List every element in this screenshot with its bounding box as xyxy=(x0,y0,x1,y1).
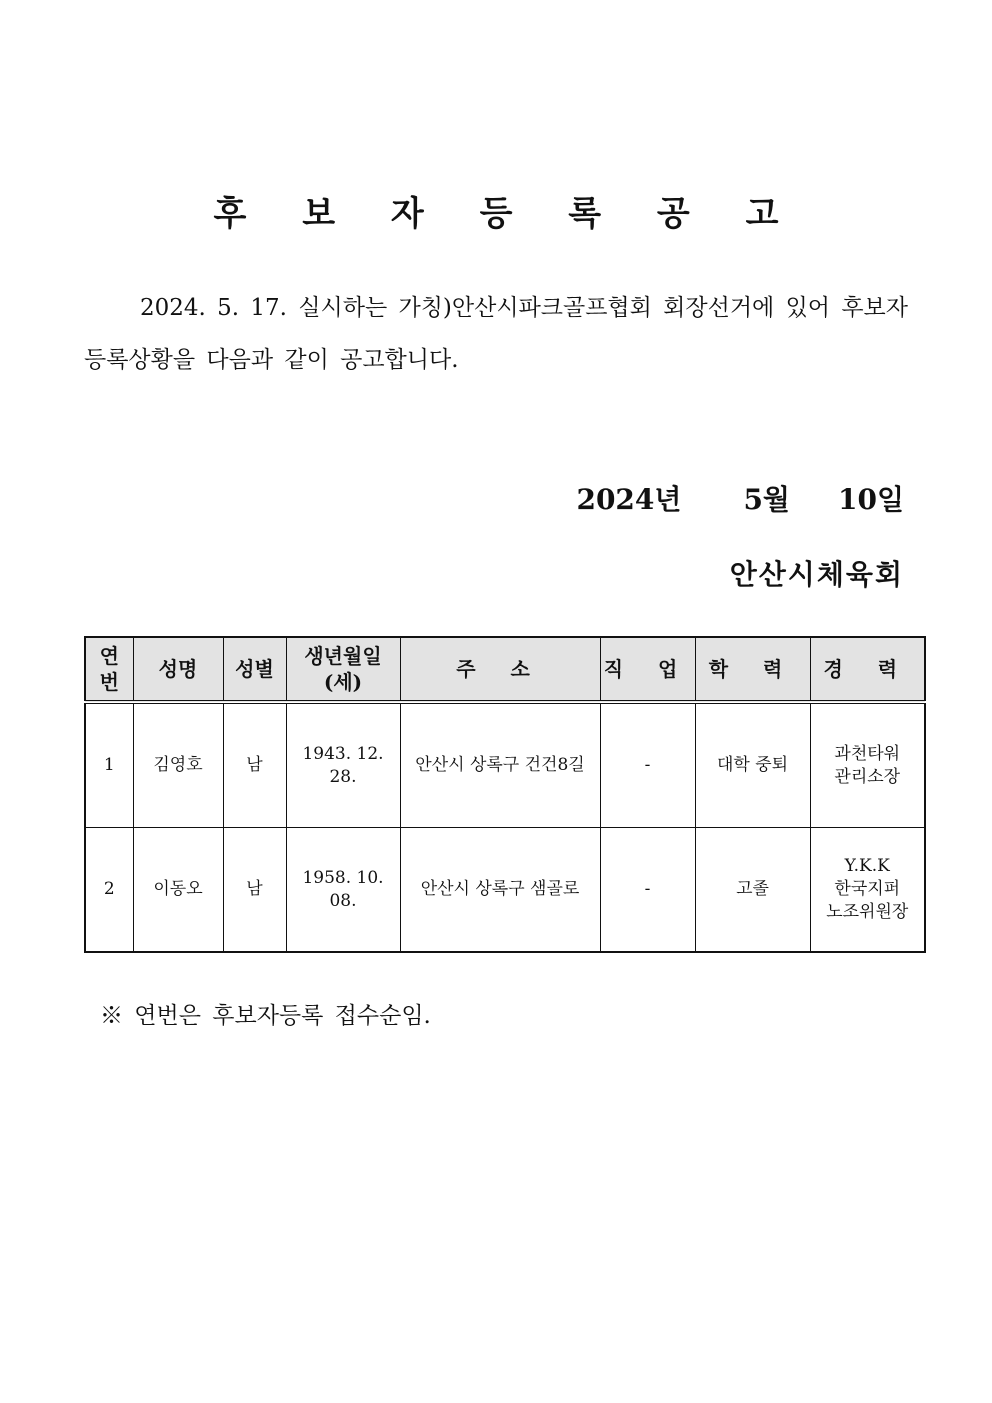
header-name: 성명 xyxy=(133,637,223,702)
cell-no: 1 xyxy=(85,702,133,828)
date-day: 10일 xyxy=(837,483,904,516)
cell-job: - xyxy=(600,828,695,953)
table-row xyxy=(85,702,925,828)
date-month: 5월 xyxy=(743,483,790,516)
cell-birth: 1943. 12. 28. xyxy=(286,702,400,828)
cell-education: 대학 중퇴 xyxy=(695,702,810,828)
header-job: 직 업 xyxy=(600,637,695,702)
header-education: 학 력 xyxy=(695,637,810,702)
cell-name: 김영호 xyxy=(133,702,223,828)
cell-gender: 남 xyxy=(223,702,286,828)
cell-address: 안산시 상록구 건건8길 xyxy=(400,702,600,828)
footnote: ※ 연번은 후보자등록 접수순임. xyxy=(100,1003,431,1029)
cell-address: 안산시 상록구 샘골로 xyxy=(400,828,600,953)
header-birth: 생년월일 (세) xyxy=(286,637,400,702)
cell-birth: 1958. 10. 08. xyxy=(286,828,400,953)
table-header-row xyxy=(85,637,925,702)
announcement-date xyxy=(576,478,904,518)
header-address: 주 소 xyxy=(400,637,600,702)
cell-career: 과천타워 관리소장 xyxy=(810,702,925,828)
header-no: 연 번 xyxy=(85,637,133,702)
cell-gender: 남 xyxy=(223,828,286,953)
cell-education: 고졸 xyxy=(695,828,810,953)
page-title: 후 보 자 등 록 공 고 xyxy=(213,194,801,234)
header-career: 경 력 xyxy=(810,637,925,702)
cell-no: 2 xyxy=(85,828,133,953)
announcement-paragraph: 2024. 5. 17. 실시하는 가칭)안산시파크골프협회 회장선거에 있어 후보자등록상황을 다음과 같이 공고합니다. xyxy=(84,295,908,373)
cell-career: Y.K.K 한국지퍼 노조위원장 xyxy=(810,828,925,953)
table-row xyxy=(85,828,925,953)
date-year: 2024년 xyxy=(576,483,682,516)
cell-name: 이동오 xyxy=(133,828,223,953)
organization-name: 안산시체육회 xyxy=(729,558,904,591)
header-gender: 성별 xyxy=(223,637,286,702)
candidates-table xyxy=(84,636,926,953)
cell-job: - xyxy=(600,702,695,828)
